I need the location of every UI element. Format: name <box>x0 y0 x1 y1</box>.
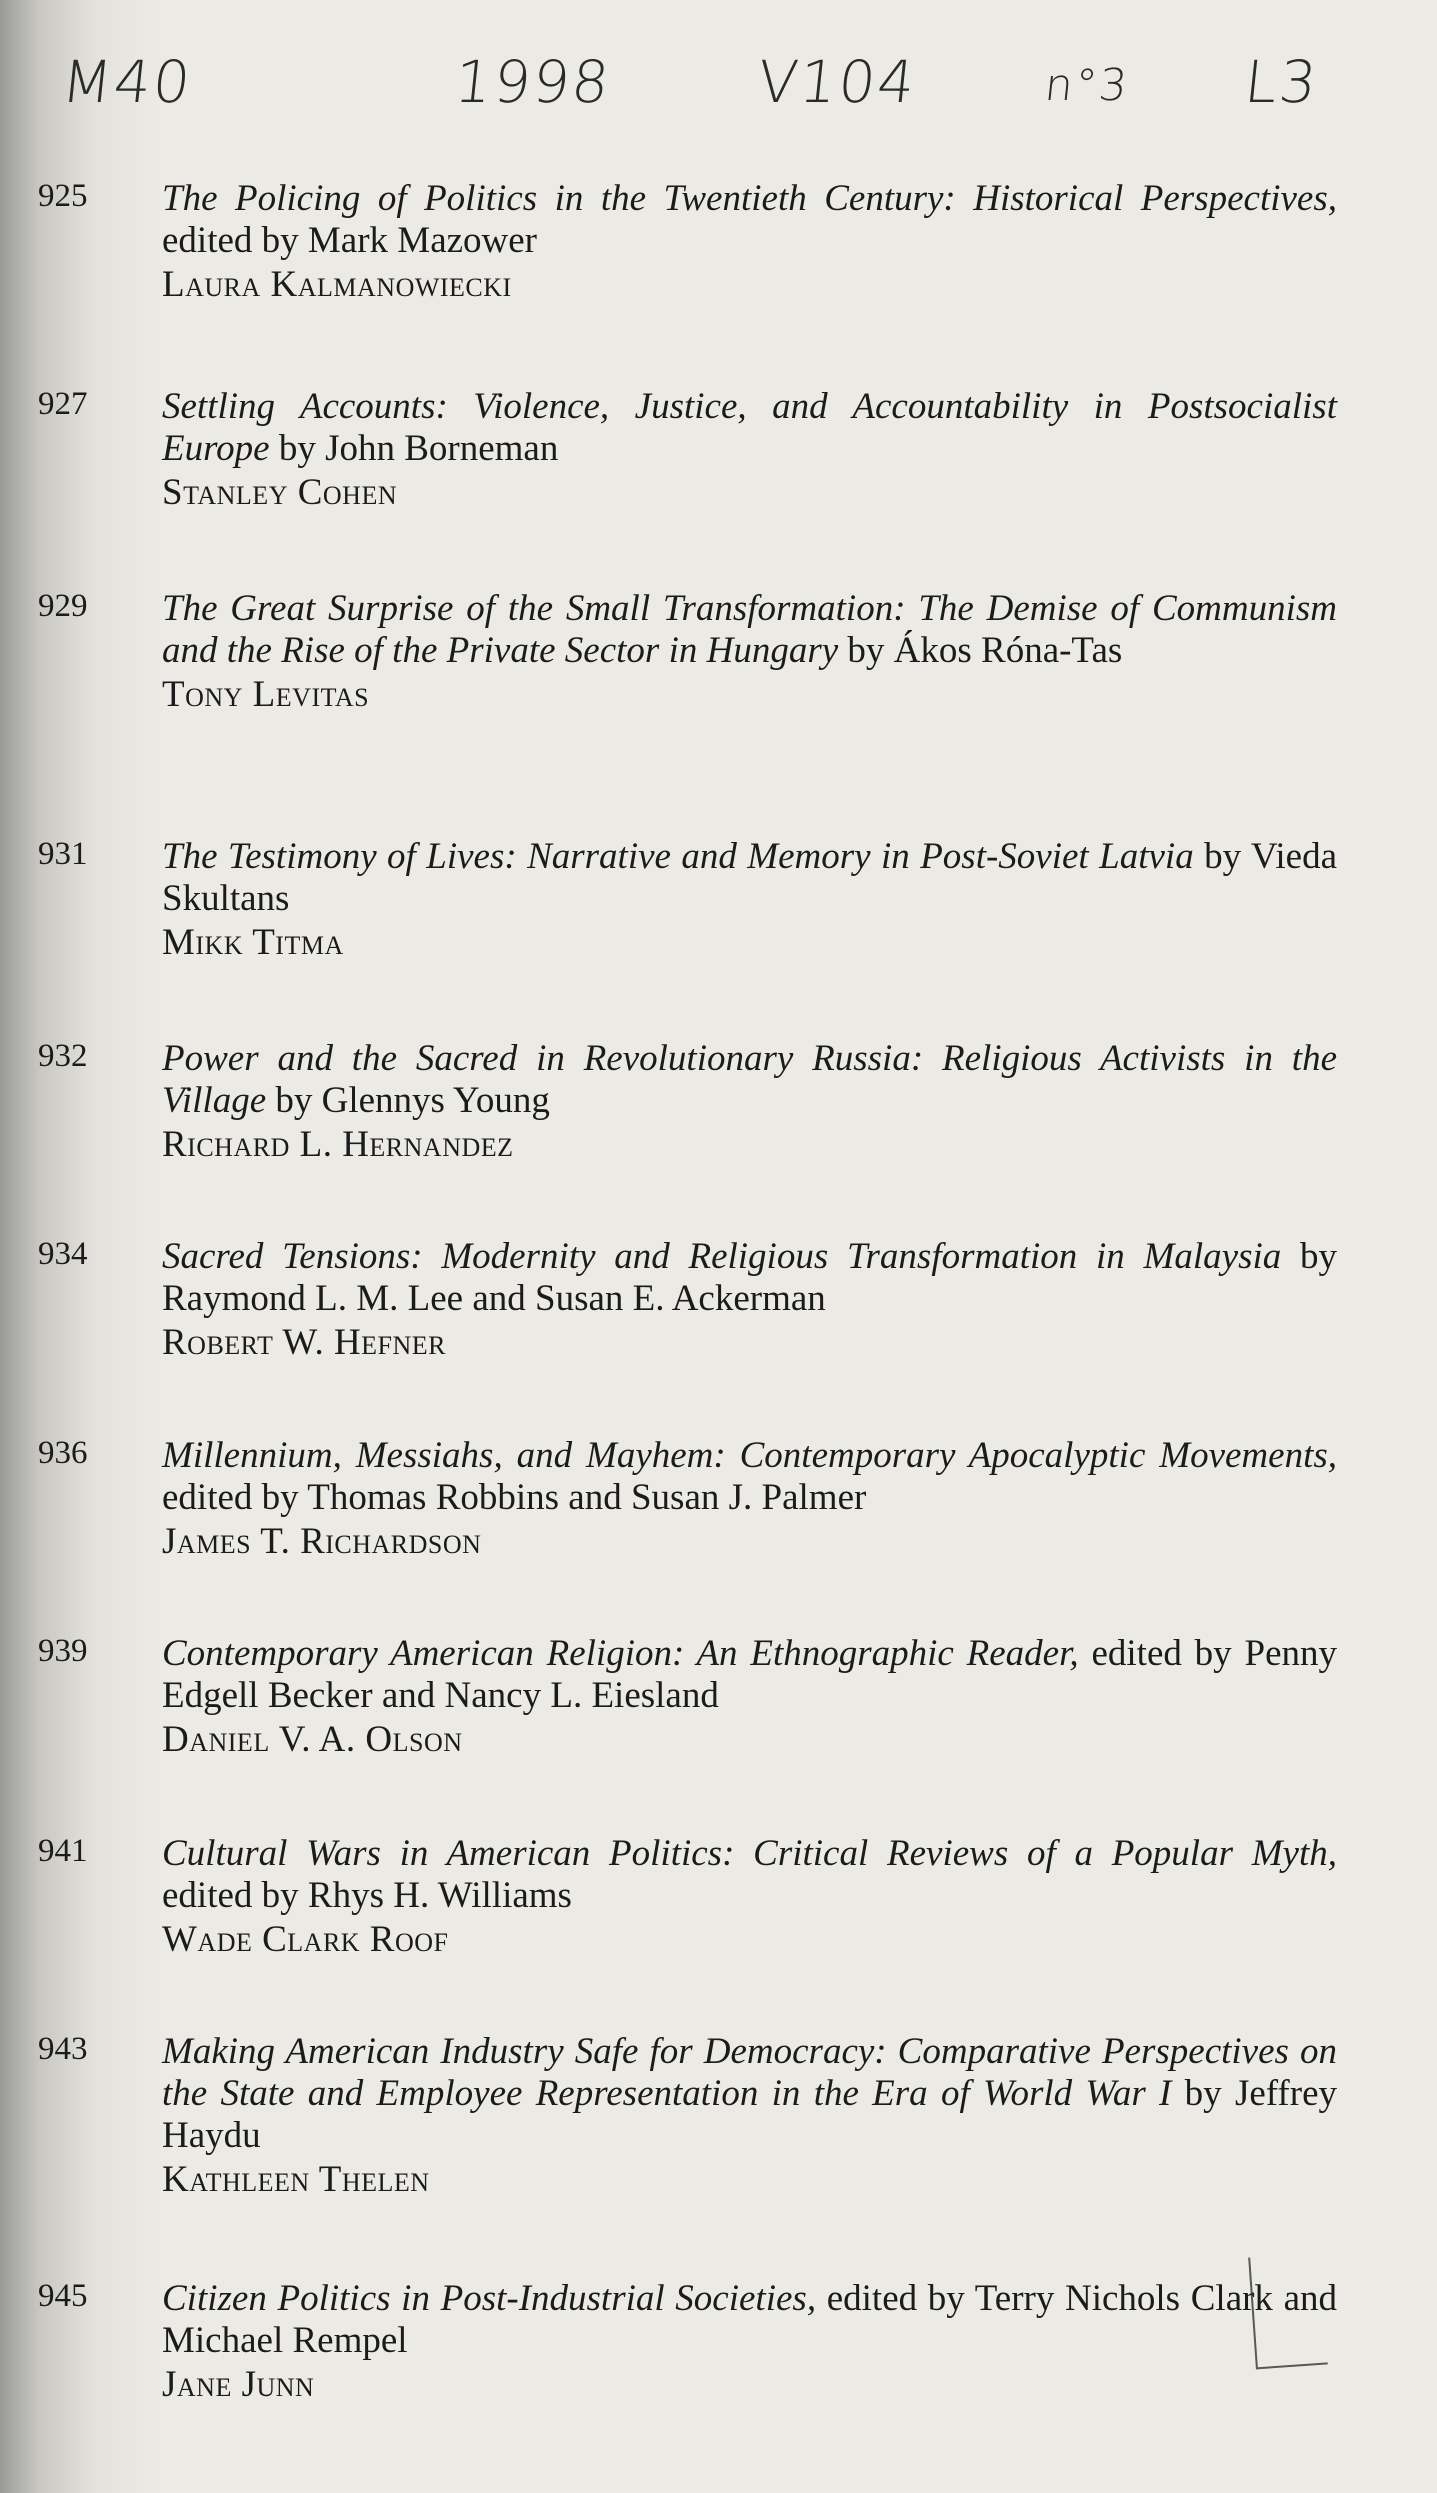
entry-text <box>162 2278 1337 2406</box>
book-title: Power and the Sacred in Revolutionary Russia: Religious Activists in the Village <box>162 1038 1337 1121</box>
entry-text <box>162 386 1337 514</box>
book-title: Millennium, Messiahs, and Mayhem: Contemporary Apocalyptic Movements, <box>162 1435 1337 1476</box>
page-number: 939 <box>38 1633 88 1669</box>
reviewer-name: Daniel V. A. Olson <box>162 1719 463 1760</box>
entry-text <box>162 178 1337 306</box>
handwritten-number: n°3 <box>1042 60 1132 111</box>
entry-text <box>162 1633 1337 1761</box>
page-number: 943 <box>38 2031 88 2067</box>
reviewer-name: Tony Levitas <box>162 674 370 715</box>
handwritten-annotation <box>0 20 1437 130</box>
handwritten-year: 1998 <box>451 48 615 116</box>
page-number: 925 <box>38 178 88 214</box>
entry-text <box>162 588 1337 716</box>
entry-text <box>162 1833 1337 1961</box>
book-author: by John Borneman <box>269 428 559 469</box>
book-author: edited by Rhys H. Williams <box>162 1875 572 1916</box>
reviewer-name: James T. Richardson <box>162 1521 482 1562</box>
page-number: 932 <box>38 1038 88 1074</box>
page-number: 931 <box>38 836 88 872</box>
reviewer-name: Jane Junn <box>162 2364 315 2405</box>
handwritten-volume: V104 <box>754 48 920 116</box>
page-number: 941 <box>38 1833 88 1869</box>
book-title: The Testimony of Lives: Narrative and Memory in Post-Soviet Latvia <box>162 836 1194 877</box>
reviewer-name: Robert W. Hefner <box>162 1322 447 1363</box>
reviewer-name: Kathleen Thelen <box>162 2159 430 2200</box>
book-author: edited by Thomas Robbins and Susan J. Palmer <box>162 1477 867 1518</box>
book-title: Citizen Politics in Post-Industrial Societies, <box>162 2278 817 2319</box>
handwritten-location: L3 <box>1241 48 1322 116</box>
reviewer-name: Wade Clark Roof <box>162 1919 449 1960</box>
book-author: edited by Mark Mazower <box>162 220 538 261</box>
book-title: Contemporary American Religion: An Ethnographic Reader, <box>162 1633 1079 1674</box>
book-title: The Policing of Politics in the Twentieth Century: Historical Perspectives, <box>162 178 1337 219</box>
book-title: Sacred Tensions: Modernity and Religious Transformation in Malaysia <box>162 1236 1282 1277</box>
book-author: by Raymond L. M. Lee and Susan E. Ackerman <box>162 1236 1337 1319</box>
book-title: Settling Accounts: Violence, Justice, and Accountability in Postsocialist Europe <box>162 386 1337 469</box>
entry-text <box>162 1236 1337 1364</box>
book-author: by Glennys Young <box>266 1080 550 1121</box>
book-author: edited by Terry Nichols Clark and Michael Rempel <box>162 2278 1338 2361</box>
page-number: 936 <box>38 1435 88 1471</box>
entry-text <box>162 1435 1337 1563</box>
book-author: edited by Penny Edgell Becker and Nancy L. Eiesland <box>162 1633 1337 1716</box>
reviewer-name: Richard L. Hernandez <box>162 1124 514 1165</box>
handwritten-code: M40 <box>58 48 196 116</box>
page-number: 945 <box>38 2278 88 2314</box>
book-title: The Great Surprise of the Small Transformation: The Demise of Communism and the Rise of the Private Sector in Hungary <box>162 588 1337 671</box>
reviewer-name: Stanley Cohen <box>162 472 398 513</box>
entry-text <box>162 2031 1337 2201</box>
book-author: by Jeffrey Haydu <box>162 2073 1337 2156</box>
entry-text <box>162 836 1337 964</box>
book-title: Cultural Wars in American Politics: Critical Reviews of a Popular Myth, <box>162 1833 1337 1874</box>
book-author: by Ákos Róna-Tas <box>838 630 1123 671</box>
entry-text <box>162 1038 1337 1166</box>
book-author: by Vieda Skultans <box>162 836 1337 919</box>
page-number: 929 <box>38 588 88 624</box>
book-title: Making American Industry Safe for Democracy: Comparative Perspectives on the State and Employee Representation in the Era of World War I <box>162 2031 1337 2114</box>
page-number: 927 <box>38 386 88 422</box>
page-number: 934 <box>38 1236 88 1272</box>
reviewer-name: Laura Kalmanowiecki <box>162 264 512 305</box>
reviewer-name: Mikk Titma <box>162 922 344 963</box>
pencil-mark <box>1248 2253 1328 2370</box>
